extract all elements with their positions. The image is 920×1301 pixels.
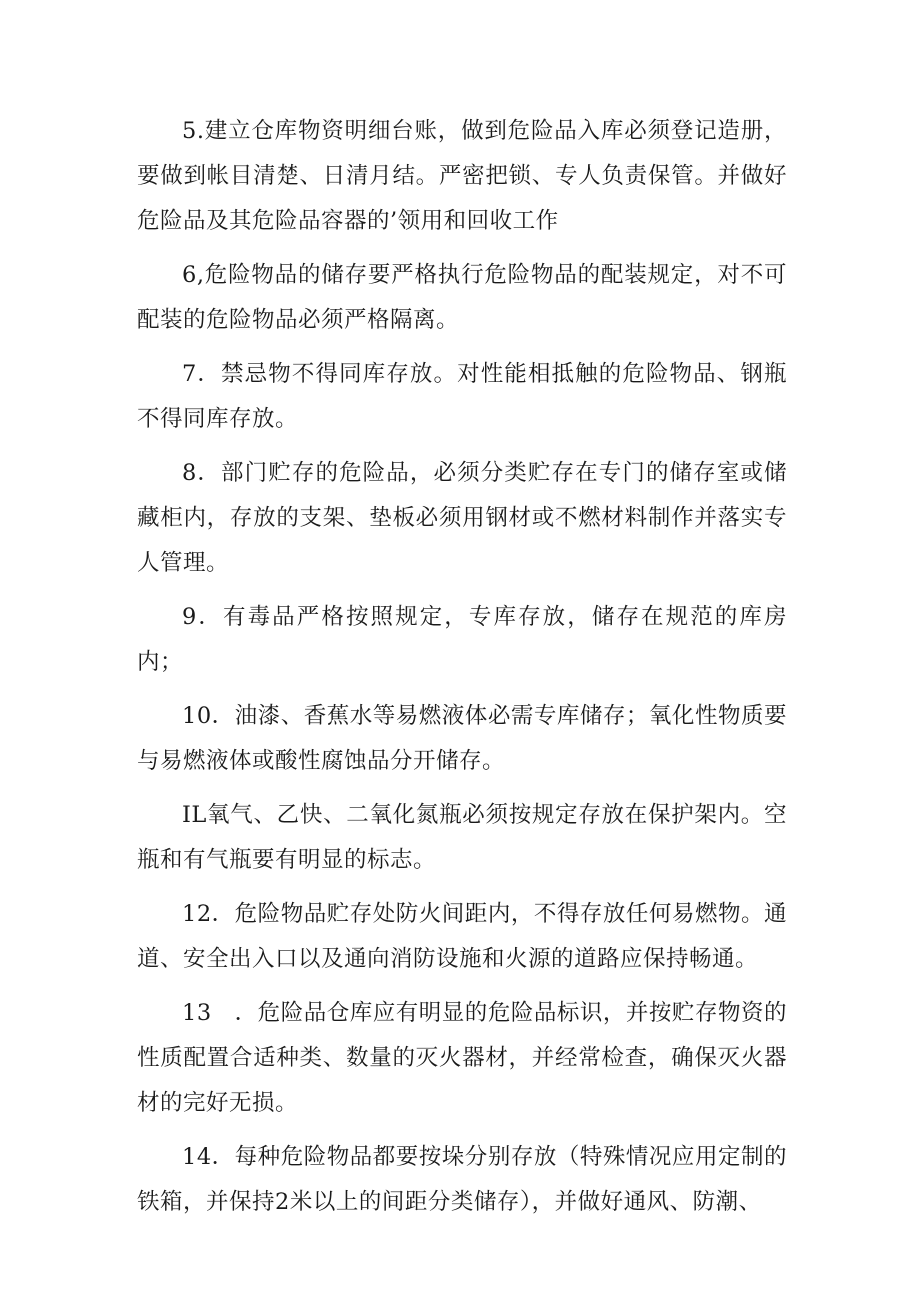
paragraph-8: 8．部门贮存的危险品，必须分类贮存在专门的储存室或储藏柜内，存放的支架、垫板必须用钢材或不燃材料制作并落实专人管理。 [137, 460, 787, 576]
paragraph-10: 10．油漆、香蕉水等易燃液体必需专库储存；氧化性物质要与易燃液体或酸性腐蚀品分开储存。 [137, 703, 787, 774]
paragraph-9: 9．有毒品严格按照规定，专库存放，储存在规范的库房内； [137, 604, 787, 675]
paragraph-5: 5.建立仓库物资明细台账，做到危险品入库必须登记造册，要做到帐目清楚、日清月结。严密把锁、专人负责保管。并做好危险品及其危险品容器的’领用和回收工作 [137, 118, 787, 234]
document-body [137, 109, 787, 1234]
paragraph-7: 7．禁忌物不得同库存放。对性能相抵触的危险物品、钢瓶不得同库存放。 [137, 361, 787, 432]
paragraph-11: IL氧气、乙快、二氧化氮瓶必须按规定存放在保护架内。空瓶和有气瓶要有明显的标志。 [137, 802, 787, 873]
paragraph-6: 6,危险物品的储存要严格执行危险物品的配装规定，对不可配装的危险物品必须严格隔离。 [137, 262, 787, 333]
paragraph-12: 12．危险物品贮存处防火间距内，不得存放任何易燃物。通道、安全出入口以及通向消防设施和火源的道路应保持畅通。 [137, 901, 787, 972]
paragraph-13: 13 ．危险品仓库应有明显的危险品标识，并按贮存物资的性质配置合适种类、数量的灭火器材，并经常检查，确保灭火器材的完好无损。 [137, 1000, 787, 1116]
paragraph-14: 14．每种危险物品都要按垛分别存放（特殊情况应用定制的铁箱，并保持2米以上的间距分类储存），并做好通风、防潮、 [137, 1144, 787, 1215]
